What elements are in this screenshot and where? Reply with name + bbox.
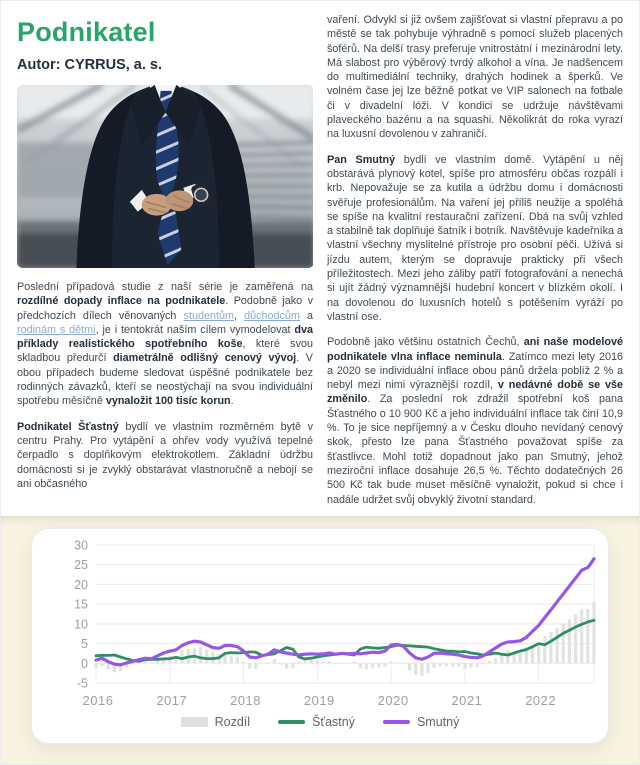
page-title: Podnikatel [17, 17, 156, 47]
paragraph-intro: Poslední případová studie z naší série je zaměřená na rozdílné dopady inflace na podnikatele. Podobně jako v předchozích dílech věnovaných studentům, důchodcům a rodinám s dětmi, je i tentokrát naším cílem vymodelovat dva příklady realistického spotřebního koše, které svou skladbou předurčí diametrálně odlišný cenový vývoj. V obou případech budeme sledovat úspěšné podnikatele bez rodinných závazků, kteří se neostýchají na svou individuální spotřebu měsíčně vynaložit 100 tisíc korun. [17, 281, 313, 408]
legend-item-rozdil [181, 715, 250, 729]
legend-item-stastny [278, 715, 355, 729]
chart-legend [181, 715, 460, 729]
svg-text:2020: 2020 [377, 693, 409, 708]
svg-text:30: 30 [74, 538, 88, 553]
hero-photo-businessman [17, 85, 313, 268]
svg-text:10: 10 [74, 617, 88, 632]
paragraph-smutny: Pan Smutný bydlí ve vlastním domě. Vytápění u něj obstarává plynový kotel, spíše pro atmosféru občas rozpálí i krb. Nepovažuje se za kutila a údržbu domu i domácnosti svěřuje profesionálům. Na vaření jej příliš neužije a spoléhá se spíše na kvalitní restaurační zařízení. Dbá na svůj vzhled a stabilně tak doplňuje šatník i botník. Navštěvuje kadeřníka a vlastní všechny myslitelné přístroje pro osobní péči. Užívá si jízdu autem, kterým se dopravuje prakticky při všech příležitostech. Mezi jeho záliby patří fotografování a nenechá si ujít žádný významnější hudební koncert v blízkém okolí. I na dovolenou do luxusních hotelů s potěšením vyráží po vlastní ose. [327, 153, 623, 323]
inline-link[interactable]: rodinám s dětmi [17, 323, 96, 336]
svg-text:2016: 2016 [82, 693, 114, 708]
paragraph-lifestyle-stastny: vaření. Odvykl si již ovšem zajišťovat si vlastní přepravu a po městě se tak pohybuje výhradně s pomocí služeb placených šoférů. Na delší trasy preferuje vnitrostátní i mezinárodní lety. Má slabost pro výběrový tvrdý alkohol a vína. Je nadšencem do multimediální techniky, drahých hodinek a šperků. Ve volném čase jej lze běžně potkat ve VIP salonech na fotbale či v divadelní lóži. V kondici se udržuje návštěvami plaveckého bazénu a na squashi. Několikrát do roka vyrazí na luxusní dovolenou v zahraničí. [327, 14, 623, 141]
svg-text:0: 0 [81, 656, 88, 671]
paragraph-inflation-comparison: Podobně jako většinu ostatních Čechů, ani naše modelové podnikatele vlna inflace neminula. Zatímco mezi lety 2016 a 2020 se individuální inflace obou pánů držela poblíž 2 % a nebyl mezi nimi výraznější rozdíl, v nedávné době se vše změnilo. Za poslední rok zdražil spotřební koš pana Šťastného o 10 900 Kč a jeho individuální inflace tak činí 10,9 %. To je sice nepříjemný a v Česku dlouho nevídaný cenový skok, přesto lze pana Šťastného považovat spíše za šťastlivce. Mohl totiž dopadnout jako pan Smutný, jehož meziroční inflace dosahuje 26,5 %. Těchto dodatečných 26 500 Kč tak bude muset měsíčně vynaložit, pokud si chce i nadále udržet svůj obvyklý životní standard. [327, 336, 623, 506]
svg-text:2019: 2019 [303, 693, 335, 708]
stastny-line-swatch-icon [278, 720, 305, 724]
inflation-chart-svg [38, 537, 602, 713]
smutny-line-swatch-icon [383, 720, 410, 724]
paragraph-stastny: Podnikatel Šťastný bydlí ve vlastním rozměrném bytě v centru Prahy. Pro vytápění a ohřev vody využívá tepelné čerpadlo s doplňkovým elektrokotlem. Základní údržbu domácnosti si je zvyklý obstarávat vlastnoručně a nebojí se ani občasného [17, 420, 313, 490]
svg-text:25: 25 [74, 558, 88, 573]
left-column [17, 13, 313, 516]
legend-label-stastny: Šťastný [312, 715, 355, 729]
inline-link[interactable]: důchodcům [244, 309, 300, 322]
svg-text:5: 5 [81, 637, 88, 652]
legend-label-smutny: Smutný [416, 715, 460, 729]
legend-item-smutny [383, 715, 459, 729]
inflation-chart-card [31, 528, 609, 744]
rozdil-bar-swatch-icon [181, 717, 208, 727]
inline-link[interactable]: studentům [183, 309, 234, 322]
svg-text:15: 15 [74, 597, 88, 612]
svg-text:20: 20 [74, 577, 88, 592]
svg-text:2022: 2022 [525, 693, 557, 708]
svg-text:2021: 2021 [451, 693, 483, 708]
right-column [327, 13, 623, 516]
svg-text:-5: -5 [76, 676, 88, 691]
two-column-layout [1, 1, 639, 516]
author-line: Autor: CYRRUS, a. s. [17, 57, 163, 73]
chart-section [1, 516, 639, 764]
svg-text:2018: 2018 [230, 693, 262, 708]
svg-text:2017: 2017 [156, 693, 188, 708]
legend-label-rozdil: Rozdíl [214, 715, 251, 729]
